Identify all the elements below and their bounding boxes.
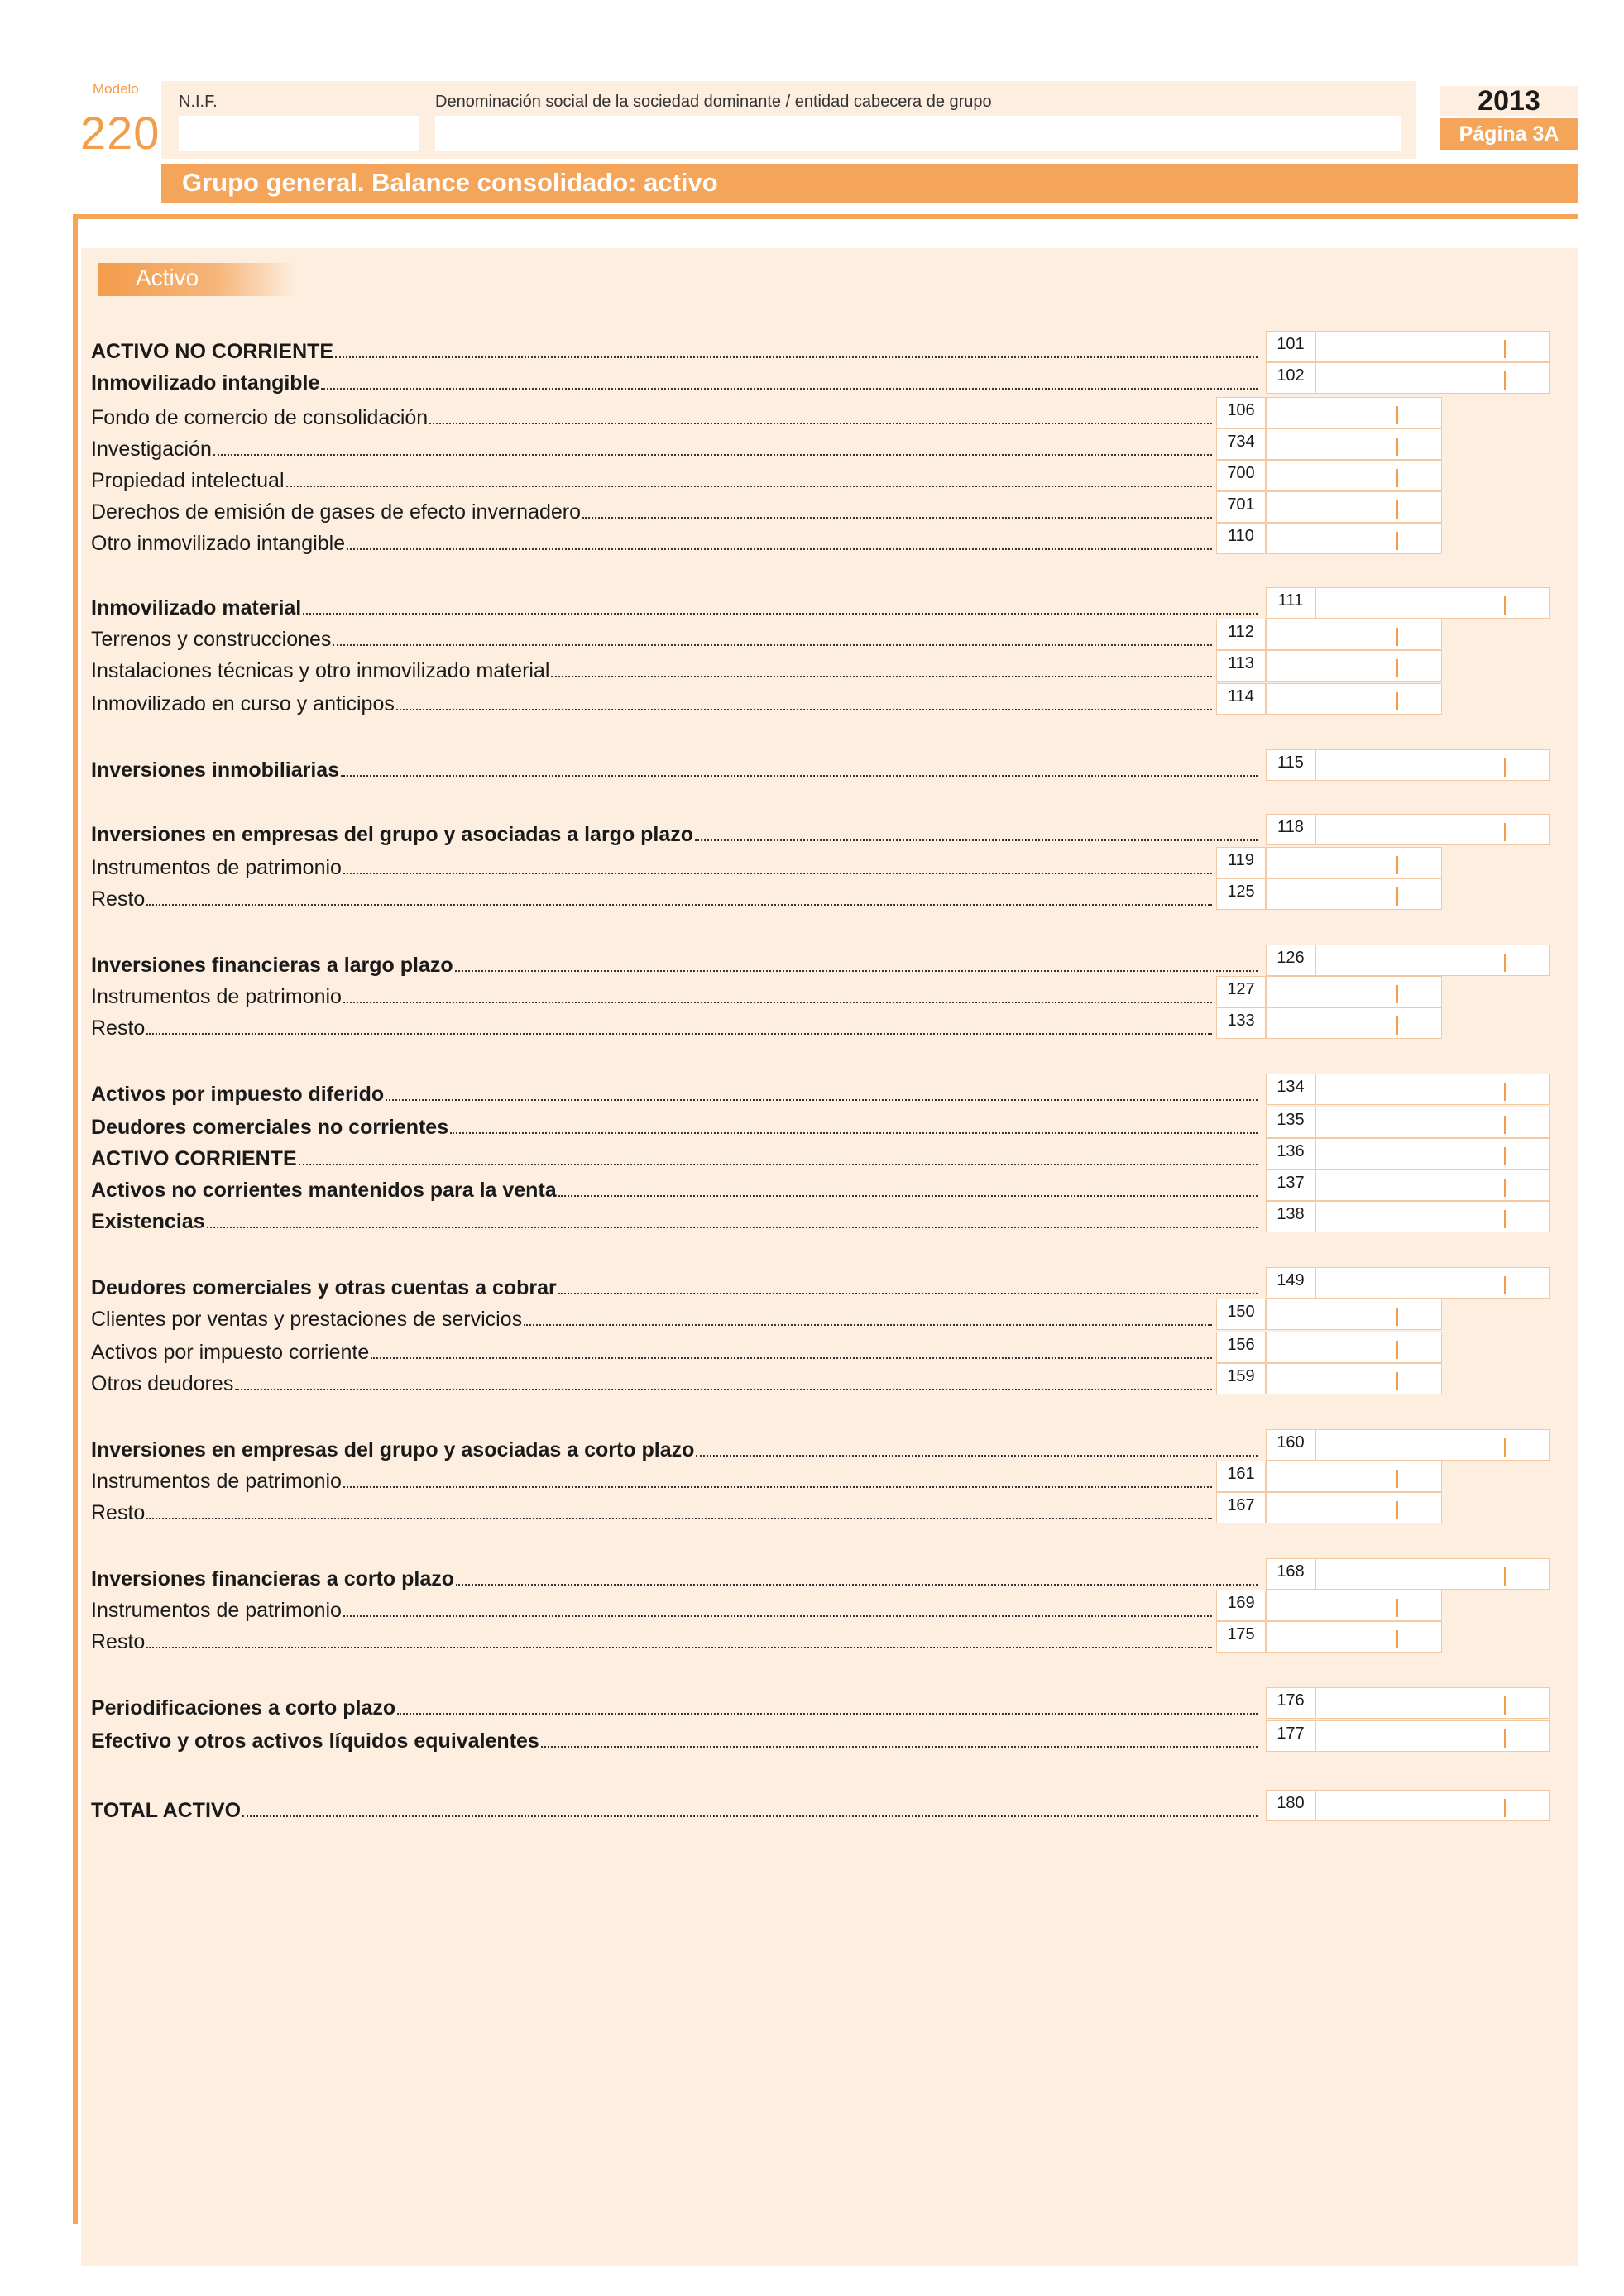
row-label: Deudores comerciales y otras cuentas a cobrar [91,1276,557,1299]
row-label: Activos por impuesto diferido [91,1083,385,1106]
decimal-separator-mark [1504,1567,1506,1586]
box-code: 150 [1216,1299,1266,1330]
balance-row-134 [91,1075,1258,1107]
amount-field-169[interactable] [1266,1590,1442,1621]
decimal-separator-mark [1504,1799,1506,1817]
decimal-separator-mark [1396,628,1398,646]
dot-leader [207,1226,1258,1228]
box-code: 700 [1216,460,1266,491]
dot-leader [450,1131,1258,1134]
balance-row-112 [91,620,1212,652]
amount-field-125[interactable] [1266,878,1442,910]
year-badge: 2013 [1440,86,1578,116]
balance-row-125 [91,880,1212,911]
dot-leader [343,1614,1212,1617]
dot-leader [286,485,1213,487]
row-label: Periodificaciones a corto plazo [91,1696,396,1720]
decimal-separator-mark [1396,1470,1398,1488]
balance-row-176 [91,1689,1258,1720]
amount-field-138[interactable] [1315,1201,1550,1232]
decimal-separator-mark [1396,532,1398,550]
dot-leader [335,356,1258,358]
decimal-separator-mark [1396,1016,1398,1035]
dot-leader [371,1356,1212,1359]
decimal-separator-mark [1504,1083,1506,1101]
dot-leader [558,1194,1258,1197]
dot-leader [213,453,1212,456]
amount-field-175[interactable] [1266,1621,1442,1653]
dot-leader [429,422,1212,424]
balance-row-119 [91,849,1212,880]
modelo-label: Modelo [93,81,139,97]
amount-field-113[interactable] [1266,650,1442,682]
decimal-separator-mark [1396,500,1398,519]
balance-row-137 [91,1171,1258,1203]
balance-row-734 [91,430,1212,462]
amount-field-160[interactable] [1315,1429,1550,1461]
decimal-separator-mark [1396,1501,1398,1519]
dot-leader [341,774,1258,777]
modelo-number: 220 [80,107,160,159]
row-label: Otro inmovilizado intangible [91,532,346,555]
dot-leader [696,1454,1258,1457]
row-label: Fondo de comercio de consolidación [91,406,429,429]
balance-row-168 [91,1560,1258,1591]
amount-field-115[interactable] [1315,749,1550,781]
dot-leader [343,1485,1212,1488]
box-code: 113 [1216,650,1266,682]
box-code: 176 [1266,1687,1315,1719]
amount-field-150[interactable] [1266,1299,1442,1330]
balance-row-106 [91,399,1212,430]
amount-field-176[interactable] [1315,1687,1550,1719]
amount-field-135[interactable] [1315,1107,1550,1138]
dot-leader [321,387,1258,390]
row-label: Propiedad intelectual [91,469,285,492]
left-rule [73,214,78,2224]
amount-field-159[interactable] [1266,1363,1442,1394]
balance-row-135 [91,1108,1258,1140]
row-label: Inversiones en empresas del grupo y asociadas a corto plazo [91,1438,695,1461]
section-label: Activo [136,265,199,290]
decimal-separator-mark [1504,1438,1506,1457]
dot-leader [235,1388,1212,1390]
dot-leader [397,1712,1258,1715]
amount-field-126[interactable] [1315,945,1550,976]
amount-field-119[interactable] [1266,847,1442,878]
decimal-separator-mark [1504,340,1506,358]
dot-leader [551,675,1212,677]
dot-leader [343,872,1212,874]
amount-field-133[interactable] [1266,1007,1442,1039]
balance-row-127 [91,978,1212,1009]
row-label: Efectivo y otros activos líquidos equivalentes [91,1729,539,1753]
decimal-separator-mark [1396,1372,1398,1390]
balance-row-101 [91,332,1258,364]
balance-row-177 [91,1722,1258,1753]
decimal-separator-mark [1504,1276,1506,1294]
balance-row-180 [91,1791,1258,1823]
decimal-separator-mark [1504,596,1506,615]
row-label: Derechos de emisión de gases de efecto invernadero [91,500,582,524]
decimal-separator-mark [1504,954,1506,972]
row-label: Instalaciones técnicas y otro inmovilizado material [91,659,550,682]
decimal-separator-mark [1504,1729,1506,1748]
box-code: 112 [1216,619,1266,650]
box-code: 180 [1266,1790,1315,1821]
dot-leader [299,1163,1258,1165]
decimal-separator-mark [1504,371,1506,390]
row-label: Resto [91,1016,146,1040]
decimal-separator-mark [1396,406,1398,424]
dot-leader [386,1098,1258,1101]
decimal-separator-mark [1396,1630,1398,1648]
amount-field-102[interactable] [1315,362,1550,394]
amount-field-168[interactable] [1315,1558,1550,1590]
balance-row-161 [91,1462,1212,1494]
box-code: 119 [1216,847,1266,878]
dot-leader [146,903,1212,906]
row-label: Inmovilizado material [91,596,302,619]
amount-field-137[interactable] [1315,1170,1550,1201]
decimal-separator-mark [1396,856,1398,874]
amount-field-111[interactable] [1315,587,1550,619]
dot-leader [146,1646,1212,1648]
balance-row-102 [91,364,1258,395]
row-label: Instrumentos de patrimonio [91,1599,342,1622]
amount-field-156[interactable] [1266,1332,1442,1363]
amount-field-101[interactable] [1315,331,1550,362]
box-code: 177 [1266,1720,1315,1752]
row-label: Terrenos y construcciones [91,628,332,651]
dot-leader [146,1032,1212,1035]
box-code: 106 [1216,397,1266,428]
decimal-separator-mark [1396,659,1398,677]
denominacion-field[interactable] [435,116,1401,151]
dot-leader [242,1815,1258,1817]
box-code: 175 [1216,1621,1266,1653]
box-code: 133 [1216,1007,1266,1039]
decimal-separator-mark [1504,1116,1506,1134]
box-code: 167 [1216,1492,1266,1523]
nif-field[interactable] [179,116,419,151]
box-code: 115 [1266,749,1315,781]
balance-row-138 [91,1203,1258,1234]
amount-field-110[interactable] [1266,523,1442,554]
amount-field-127[interactable] [1266,976,1442,1007]
row-label: ACTIVO NO CORRIENTE [91,340,334,363]
row-label: Instrumentos de patrimonio [91,985,342,1008]
box-code: 734 [1216,428,1266,460]
nif-label: N.I.F. [179,93,218,111]
box-code: 136 [1266,1138,1315,1170]
decimal-separator-mark [1396,1341,1398,1359]
dot-leader [541,1745,1258,1748]
amount-field-161[interactable] [1266,1461,1442,1492]
dot-leader [695,839,1258,841]
balance-row-701 [91,493,1212,524]
row-label: TOTAL ACTIVO [91,1799,242,1822]
amount-field-136[interactable] [1315,1138,1550,1170]
dot-leader [343,1001,1212,1003]
box-code: 138 [1266,1201,1315,1232]
decimal-separator-mark [1504,758,1506,777]
decimal-separator-mark [1396,985,1398,1003]
decimal-separator-mark [1504,823,1506,841]
balance-row-169 [91,1591,1212,1623]
row-label: Inversiones financieras a largo plazo [91,954,453,977]
row-label: Instrumentos de patrimonio [91,856,342,879]
amount-field-134[interactable] [1315,1074,1550,1105]
dot-leader [558,1292,1258,1294]
decimal-separator-mark [1396,469,1398,487]
amount-field-177[interactable] [1315,1720,1550,1752]
balance-row-700 [91,462,1212,493]
balance-row-160 [91,1431,1258,1462]
decimal-separator-mark [1504,1210,1506,1228]
dot-leader [524,1323,1212,1326]
box-code: 159 [1216,1363,1266,1394]
page-badge: Página 3A [1440,118,1578,150]
row-label: Resto [91,887,146,911]
box-code: 160 [1266,1429,1315,1461]
decimal-separator-mark [1396,692,1398,710]
amount-field-149[interactable] [1315,1267,1550,1299]
balance-row-126 [91,946,1258,978]
box-code: 156 [1216,1332,1266,1363]
decimal-separator-mark [1504,1179,1506,1197]
row-label: Resto [91,1630,146,1653]
row-label: Inmovilizado intangible [91,371,320,395]
box-code: 111 [1266,587,1315,619]
row-label: Activos no corrientes mantenidos para la venta [91,1179,557,1202]
row-label: Inversiones en empresas del grupo y asociadas a largo plazo [91,823,694,846]
balance-row-118 [91,816,1258,847]
row-label: Otros deudores [91,1372,234,1395]
amount-field-106[interactable] [1266,397,1442,428]
dot-leader [333,643,1212,646]
box-code: 126 [1266,945,1315,976]
box-code: 101 [1266,331,1315,362]
row-label: Deudores comerciales no corrientes [91,1116,449,1139]
balance-row-175 [91,1623,1212,1654]
box-code: 168 [1266,1558,1315,1590]
balance-row-159 [91,1365,1212,1396]
decimal-separator-mark [1504,1696,1506,1715]
balance-row-114 [91,685,1212,716]
amount-field-180[interactable] [1315,1790,1550,1821]
row-label: Resto [91,1501,146,1524]
balance-row-156 [91,1333,1212,1365]
denominacion-label: Denominación social de la sociedad dominante / entidad cabecera de grupo [435,93,992,111]
row-label: Activos por impuesto corriente [91,1341,370,1364]
box-code: 118 [1266,814,1315,845]
row-label: Inversiones inmobiliarias [91,758,340,782]
amount-field-114[interactable] [1266,683,1442,715]
box-code: 110 [1216,523,1266,554]
box-code: 701 [1216,491,1266,523]
dot-leader [456,1583,1258,1586]
box-code: 149 [1266,1267,1315,1299]
amount-field-167[interactable] [1266,1492,1442,1523]
balance-row-113 [91,652,1212,683]
box-code: 137 [1266,1170,1315,1201]
balance-row-136 [91,1140,1258,1171]
row-label: ACTIVO CORRIENTE [91,1147,297,1170]
box-code: 127 [1216,976,1266,1007]
box-code: 161 [1216,1461,1266,1492]
decimal-separator-mark [1396,1599,1398,1617]
box-code: 169 [1216,1590,1266,1621]
dot-leader [303,612,1258,615]
row-label: Clientes por ventas y prestaciones de servicios [91,1308,523,1331]
balance-row-111 [91,589,1258,620]
amount-field-701[interactable] [1266,491,1442,523]
box-code: 114 [1216,683,1266,715]
row-label: Inversiones financieras a corto plazo [91,1567,455,1590]
decimal-separator-mark [1396,887,1398,906]
dot-leader [455,969,1258,972]
balance-row-110 [91,524,1212,556]
row-label: Existencias [91,1210,205,1233]
amount-field-700[interactable] [1266,460,1442,491]
balance-row-149 [91,1269,1258,1300]
dot-leader [582,516,1212,519]
amount-field-112[interactable] [1266,619,1442,650]
row-label: Inmovilizado en curso y anticipos [91,692,395,715]
page-title: Grupo general. Balance consolidado: activo [182,168,718,197]
box-code: 102 [1266,362,1315,394]
balance-row-167 [91,1494,1212,1525]
row-label: Instrumentos de patrimonio [91,1470,342,1493]
row-label: Investigación [91,438,212,461]
top-rule [73,214,1578,219]
box-code: 125 [1216,878,1266,910]
box-code: 135 [1266,1107,1315,1138]
dot-leader [396,708,1212,710]
dot-leader [347,548,1212,550]
decimal-separator-mark [1396,1308,1398,1326]
decimal-separator-mark [1504,1147,1506,1165]
balance-row-115 [91,751,1258,782]
amount-field-734[interactable] [1266,428,1442,460]
box-code: 134 [1266,1074,1315,1105]
dot-leader [146,1517,1212,1519]
balance-row-150 [91,1300,1212,1332]
balance-row-133 [91,1009,1212,1040]
decimal-separator-mark [1396,438,1398,456]
amount-field-118[interactable] [1315,814,1550,845]
